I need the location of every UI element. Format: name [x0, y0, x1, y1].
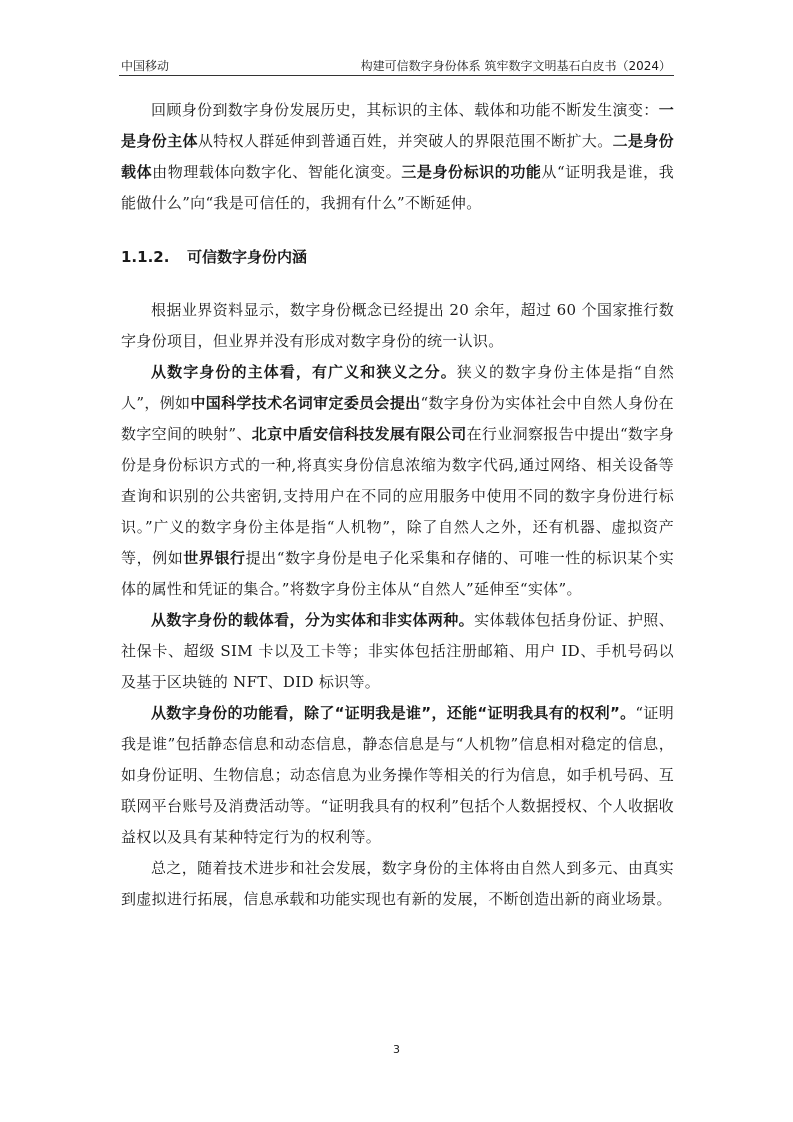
header-doc-title: 构建可信数字身份体系 筑牢数字文明基石白皮书（2024） [360, 59, 671, 73]
paragraph-identity-evolution: 回顾身份到数字身份发展历史，其标识的主体、载体和功能不断发生演变：一是身份主体从特权人群延伸到普通百姓，并突破人的界限范围不断扩大。二是身份载体由物理载体向数字化、智能化演变。三是身份标识的功能从“证明我是谁，我能做什么”向“我是可信任的，我拥有什么”不断延伸。 [121, 101, 675, 212]
paragraph-subject: 从数字身份的主体看，有广义和狭义之分。狭义的数字身份主体是指“自然人”，例如中国科学技术名词审定委员会提出“数字身份为实体社会中自然人身份在数字空间的映射”、北京中盾安信科技发展有限公司在行业洞察报告中提出“数字身份是身份标识方式的一种,将真实身份信息浓缩为数字代码,通过网络、相关设备等查询和识别的公共密钥,支持用户在不同的应用服务中使用不同的数字身份进行标识。”广义的数字身份主体是指“人机物”，除了自然人之外，还有机器、虚拟资产等，例如世界银行提出“数字身份是电子化采集和存储的、可唯一性的标识某个实体的属性和凭证的集合。”将数字身份主体从“自然人”延伸至“实体”。 [121, 363, 675, 598]
header-org: 中国移动 [121, 59, 170, 73]
bold-org-cnterm: 中国科学技术名词审定委员会提出 [190, 394, 421, 412]
bold-function-lead: 从数字身份的功能看，除了“证明我是谁”，还能“证明我具有的权利”。 [151, 704, 636, 722]
header-divider [119, 75, 674, 76]
bold-carrier-lead: 从数字身份的载体看，分为实体和非实体两种。 [151, 611, 475, 629]
page-body [121, 95, 674, 915]
bold-org-zhongdun: 北京中盾安信科技发展有限公司 [251, 425, 467, 443]
bold-org-worldbank: 世界银行 [183, 549, 246, 567]
bold-identity-function: 三是身份标识的功能 [401, 163, 542, 181]
paragraph-intro: 根据业界资料显示，数字身份概念已经提出 20 余年，超过 60 个国家推行数字身份项目，但业界并没有形成对数字身份的统一认识。 [121, 301, 674, 350]
paragraph-function: 从数字身份的功能看，除了“证明我是谁”，还能“证明我具有的权利”。“证明我是谁”包括静态信息和动态信息，静态信息是与“人机物”信息相对稳定的信息，如身份证明、生物信息；动态信息为业务操作等相关的行为信息，如手机号码、互联网平台账号及消费活动等。“证明我具有的权利”包括个人数据授权、个人收据收益权以及具有某种特定行为的权利等。 [121, 704, 674, 846]
section-title: 可信数字身份内涵 [187, 248, 308, 266]
bold-subject-lead: 从数字身份的主体看，有广义和狭义之分。 [151, 363, 457, 381]
section-heading [121, 242, 674, 273]
bold-identity-subject: 一是身份主体 [121, 101, 674, 150]
paragraph-summary: 总之，随着技术进步和社会发展，数字身份的主体将由自然人到多元、由真实到虚拟进行拓展，信息承载和功能实现也有新的发展，不断创造出新的商业场景。 [121, 859, 674, 908]
paragraph-carrier: 从数字身份的载体看，分为实体和非实体两种。实体载体包括身份证、护照、社保卡、超级 SIM 卡以及工卡等；非实体包括注册邮箱、用户 ID、手机号码以及基于区块链的 NFT、DID 标识等。 [121, 611, 674, 691]
bold-identity-carrier: 二是身份载体 [121, 132, 674, 181]
page-number: 3 [393, 1043, 400, 1056]
section-number: 1.1.2. [121, 248, 170, 266]
